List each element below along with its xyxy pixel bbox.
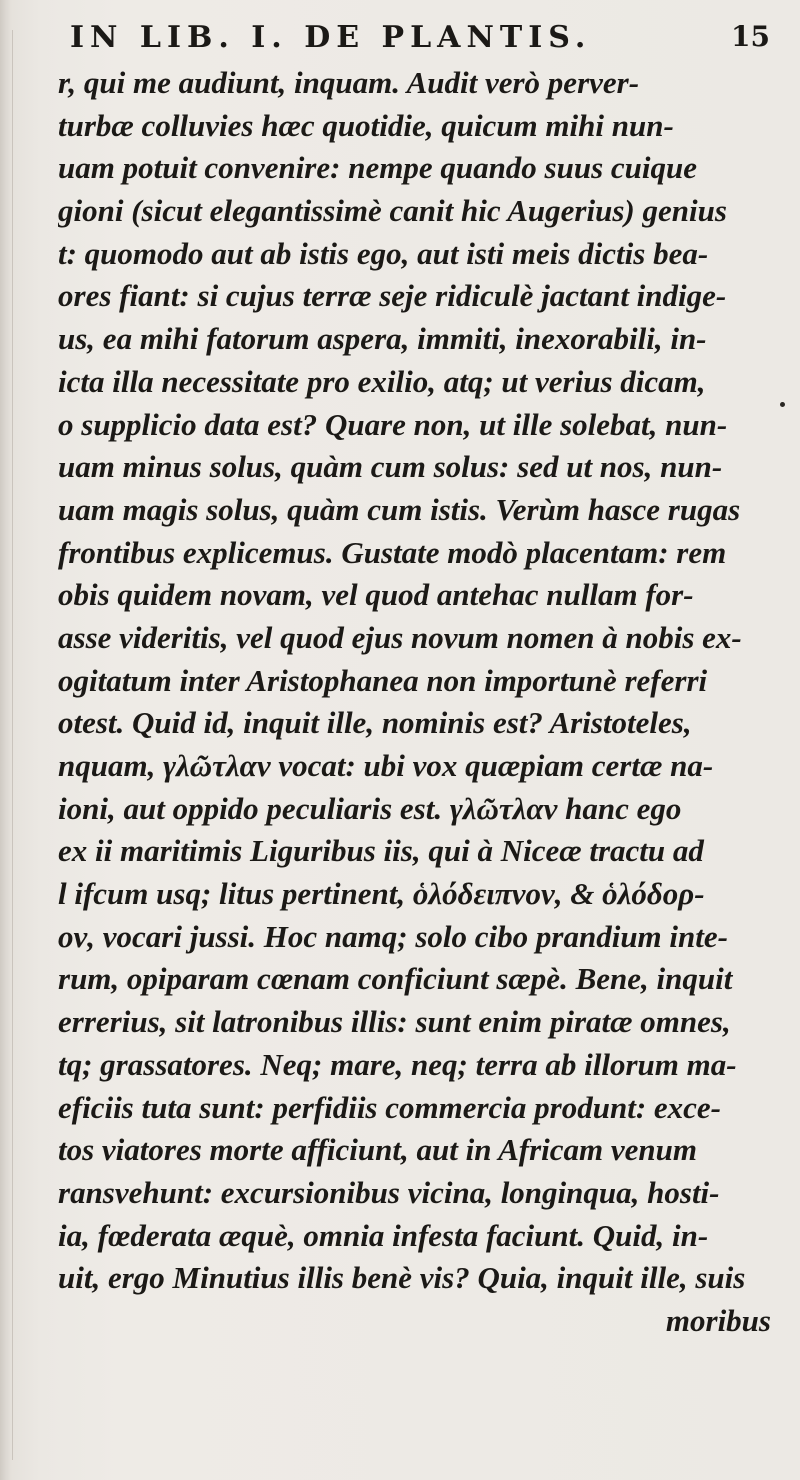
gutter-edge-line bbox=[12, 30, 13, 1460]
text-line: frontibus explicemus. Gustate modò placentam: rem bbox=[58, 534, 727, 570]
catchword: moribus bbox=[665, 1302, 771, 1338]
text-line: nquam, γλῶτλαν vocat: ubi vox quæpiam certæ na- bbox=[58, 748, 714, 783]
text-line: ores fiant: si cujus terræ seje ridiculè jactant indige- bbox=[58, 278, 727, 314]
text-line: ransvehunt: excursionibus vicina, longinqua, hosti- bbox=[58, 1174, 720, 1210]
binding-gutter bbox=[0, 0, 12, 1480]
text-line: ogitatum inter Aristophanea non importunè referri bbox=[58, 662, 708, 698]
text-line: asse videritis, vel quod ejus novum nomen à nobis ex- bbox=[58, 619, 742, 655]
text-block bbox=[58, 62, 793, 1343]
text-line: eficiis tuta sunt: perfidiis commercia produnt: exce- bbox=[58, 1089, 722, 1125]
text-line: ioni, aut oppido peculiaris est. γλῶτλαν hanc ego bbox=[58, 790, 682, 826]
text-line: o supplicio data est? Quare non, ut ille solebat, nun- bbox=[58, 406, 728, 442]
text-line: rum, opiparam cœnam conficiunt sæpè. Bene, inquit bbox=[58, 961, 733, 997]
text-line: tos viatores morte afficiunt, aut in Africam venum bbox=[58, 1132, 697, 1168]
text-line: us, ea mihi fatorum aspera, immiti, inexorabili, in- bbox=[58, 321, 707, 357]
running-head bbox=[70, 18, 770, 58]
text-line: uam potuit convenire: nempe quando suus cuique bbox=[58, 150, 698, 186]
text-line: otest. Quid id, inquit ille, nominis est? Aristoteles, bbox=[58, 705, 692, 741]
text-line: obis quidem novam, vel quod antehac nullam for- bbox=[58, 577, 694, 613]
page-number: 15 bbox=[731, 20, 770, 53]
text-line: ex ii maritimis Liguribus iis, qui à Niceæ tractu ad bbox=[58, 833, 704, 869]
text-line: ον, vocari jussi. Hoc namq; solo cibo prandium inte- bbox=[58, 918, 728, 954]
running-title: IN LIB. I. DE PLANTIS. bbox=[70, 20, 592, 55]
text-line: t: quomodo aut ab istis ego, aut isti meis dictis bea- bbox=[58, 235, 709, 271]
text-line: r, qui me audiunt, inquam. Audit verò perver- bbox=[58, 65, 640, 100]
text-line: uam minus solus, quàm cum solus: sed ut nos, nun- bbox=[58, 449, 723, 485]
text-line: errerius, sit latronibus illis: sunt enim piratæ omnes, bbox=[58, 1004, 731, 1040]
text-line: uit, ergo Minutius illis benè vis? Quia, inquit ille, suis bbox=[58, 1260, 746, 1296]
text-line: gioni (sicut elegantissimè canit hic Augerius) genius bbox=[58, 193, 727, 229]
text-line: uam magis solus, quàm cum istis. Verùm hasce rugas bbox=[58, 491, 741, 527]
text-line: tq; grassatores. Neq; mare, neq; terra ab illorum ma- bbox=[58, 1046, 737, 1082]
text-line: turbæ colluvies hæc quotidie, quicum mihi nun- bbox=[58, 107, 674, 143]
text-line: l ifcum usq; litus pertinent, ὁλόδειπνον, & ὁλόδορ- bbox=[58, 876, 705, 912]
text-line: icta illa necessitate pro exilio, atq; ut verius dicam, bbox=[58, 363, 706, 399]
text-line: ia, fœderata æquè, omnia infesta faciunt. Quid, in- bbox=[58, 1217, 709, 1253]
margin-dot-mark bbox=[780, 402, 785, 407]
